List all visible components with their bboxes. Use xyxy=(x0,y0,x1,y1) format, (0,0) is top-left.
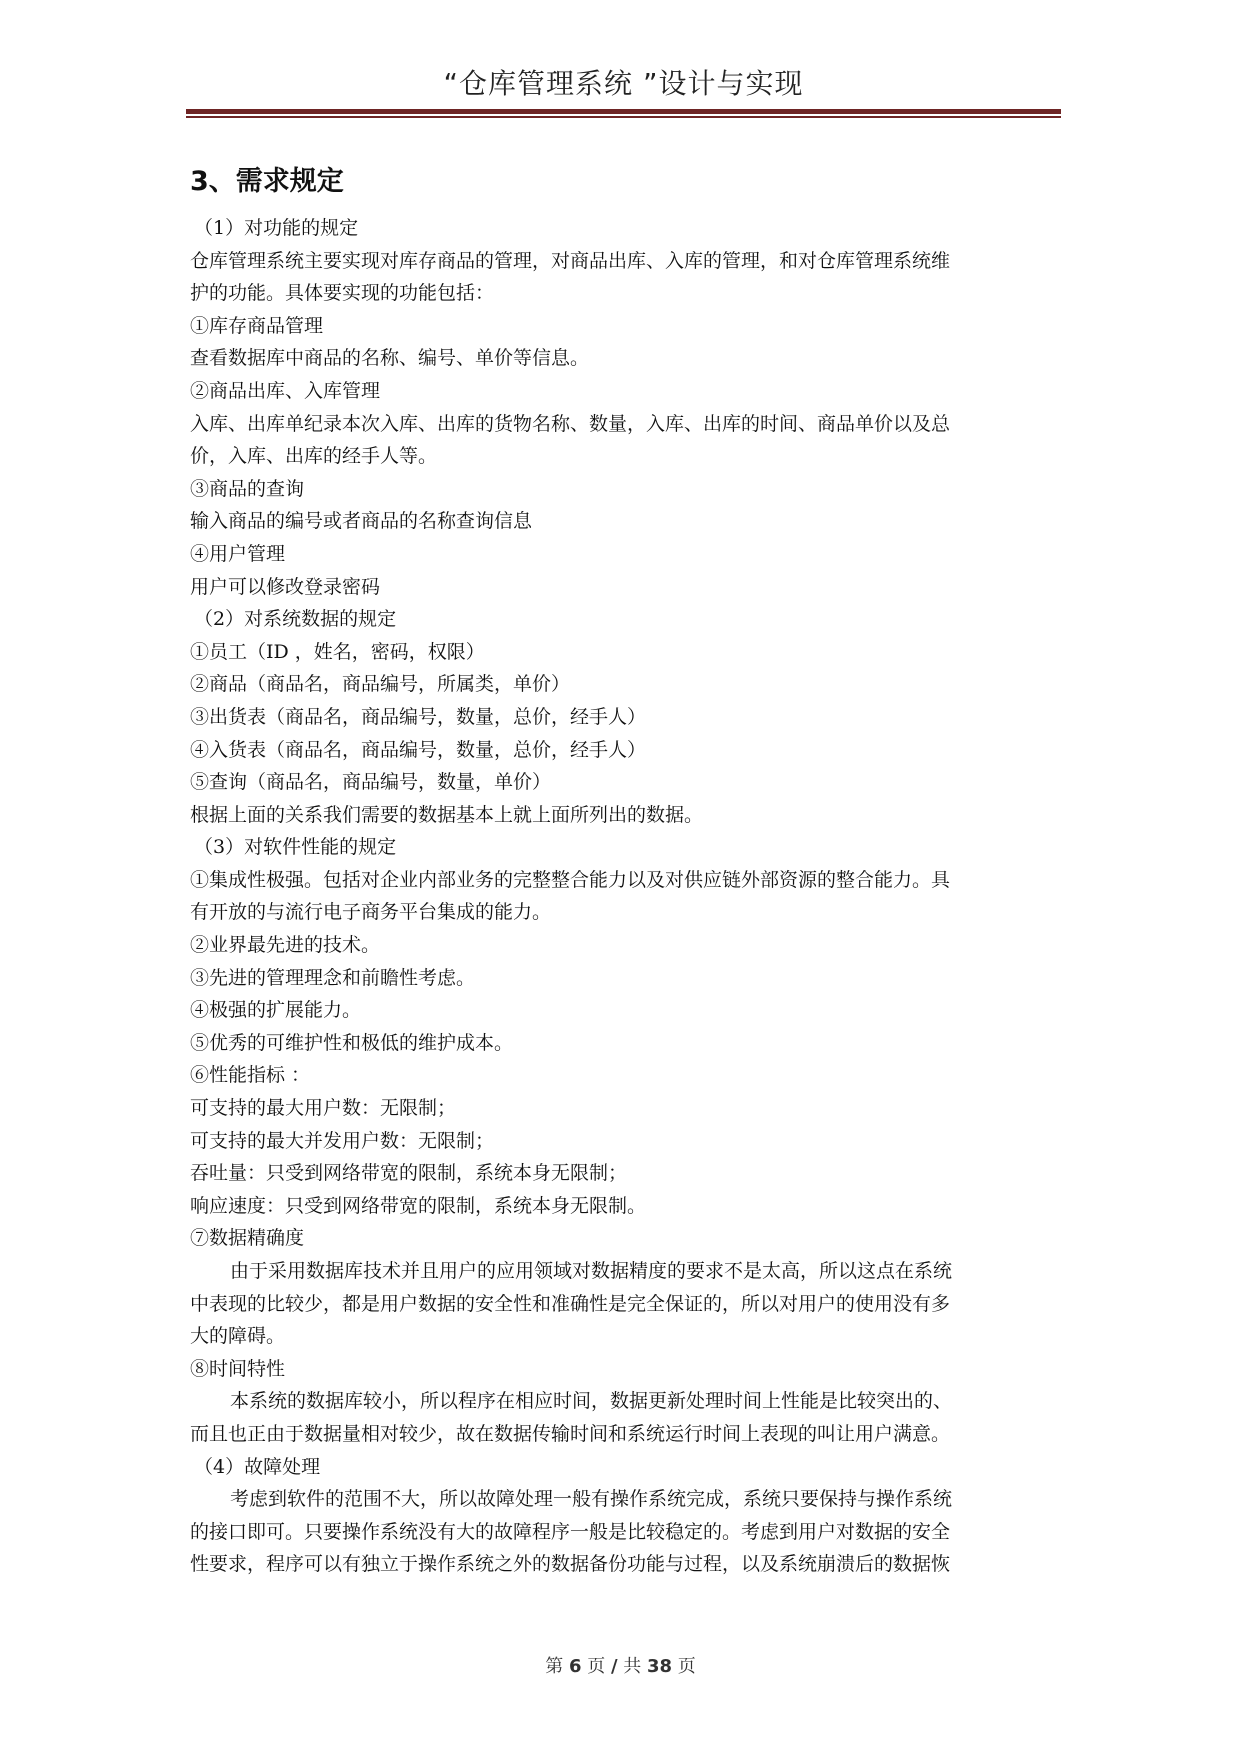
text-line: 用户可以修改登录密码 xyxy=(190,575,381,598)
footer-separator: / xyxy=(610,1656,618,1677)
header-divider-thin xyxy=(186,116,1061,118)
footer-current-page: 6 xyxy=(568,1656,582,1677)
section-heading: 3、需求规定 xyxy=(190,166,344,197)
text-line: ④用户管理 xyxy=(190,542,286,565)
text-line: （2）对系统数据的规定 xyxy=(194,608,397,631)
text-line: ①集成性极强。包括对企业内部业务的完整整合能力以及对供应链外部资源的整合能力。具 xyxy=(190,868,951,891)
text-line: ③商品的查询 xyxy=(190,477,305,500)
text-line: ①库存商品管理 xyxy=(190,314,324,337)
text-line: 吞吐量：只受到网络带宽的限制，系统本身无限制； xyxy=(190,1162,628,1185)
text-line: ③先进的管理理念和前瞻性考虑。 xyxy=(190,966,476,989)
text-line: 考虑到软件的范围不大，所以故障处理一般有操作系统完成，系统只要保持与操作系统 xyxy=(230,1488,953,1511)
text-line: ②商品出库、入库管理 xyxy=(190,379,381,402)
text-line: 的接口即可。只要操作系统没有大的故障程序一般是比较稳定的。考虑到用户对数据的安全 xyxy=(190,1520,951,1543)
document-header-title: “仓库管理系统 ”设计与实现 xyxy=(443,67,804,100)
text-line: 有开放的与流行电子商务平台集成的能力。 xyxy=(190,901,552,924)
paragraph-lines xyxy=(190,212,1060,1581)
text-line: ⑧时间特性 xyxy=(190,1357,286,1380)
text-line: ⑤查询（商品名，商品编号，数量，单价） xyxy=(190,771,552,794)
footer-total-prefix: 共 xyxy=(623,1656,642,1677)
text-line: 可支持的最大并发用户数：无限制； xyxy=(190,1129,495,1152)
text-line: 响应速度：只受到网络带宽的限制，系统本身无限制。 xyxy=(190,1194,647,1217)
text-line: ②商品（商品名，商品编号，所属类，单价） xyxy=(190,673,571,696)
page-footer xyxy=(0,1654,1241,1680)
text-line: 根据上面的关系我们需要的数据基本上就上面所列出的数据。 xyxy=(190,803,704,826)
text-line: 可支持的最大用户数：无限制； xyxy=(190,1097,457,1120)
text-line: ⑤优秀的可维护性和极低的维护成本。 xyxy=(190,1031,514,1054)
header-divider-thick xyxy=(186,109,1061,114)
text-line: ④极强的扩展能力。 xyxy=(190,999,362,1022)
footer-prefix: 第 xyxy=(545,1656,564,1677)
footer-page-word: 页 xyxy=(587,1656,606,1677)
text-line: ②业界最先进的技术。 xyxy=(190,934,381,957)
text-line: 入库、出库单纪录本次入库、出库的货物名称、数量，入库、出库的时间、商品单价以及总 xyxy=(190,412,951,435)
text-line: （4）故障处理 xyxy=(194,1455,321,1478)
text-line: 本系统的数据库较小，所以程序在相应时间，数据更新处理时间上性能是比较突出的、 xyxy=(230,1390,953,1413)
text-line: 仓库管理系统主要实现对库存商品的管理，对商品出库、入库的管理，和对仓库管理系统维 xyxy=(190,249,951,272)
text-line: ③出货表（商品名，商品编号，数量，总价，经手人） xyxy=(190,705,647,728)
text-line: 性要求，程序可以有独立于操作系统之外的数据备份功能与过程，以及系统崩溃后的数据恢 xyxy=(190,1553,951,1576)
text-line: ①员工（ID ，姓名，密码，权限） xyxy=(190,640,485,663)
text-line: ⑥性能指标 ： xyxy=(190,1064,311,1087)
text-line: （1）对功能的规定 xyxy=(194,217,359,239)
text-line: ⑦数据精确度 xyxy=(190,1227,305,1250)
text-line: 价，入库、出库的经手人等。 xyxy=(190,445,438,468)
footer-total-suffix: 页 xyxy=(677,1656,696,1677)
text-line: 而且也正由于数据量相对较少，故在数据传输时间和系统运行时间上表现的叫让用户满意。 xyxy=(190,1422,951,1445)
footer-total-pages: 38 xyxy=(646,1656,673,1677)
text-line: 由于采用数据库技术并且用户的应用领域对数据精度的要求不是太高，所以这点在系统 xyxy=(230,1260,953,1282)
document-body xyxy=(190,160,1060,1581)
text-line: 大的障碍。 xyxy=(190,1325,286,1348)
text-line: 输入商品的编号或者商品的名称查询信息 xyxy=(190,510,533,533)
text-line: 中表现的比较少，都是用户数据的安全性和准确性是完全保证的，所以对用户的使用没有多 xyxy=(190,1292,951,1315)
text-line: （3）对软件性能的规定 xyxy=(194,836,397,859)
text-line: 查看数据库中商品的名称、编号、单价等信息。 xyxy=(190,347,590,370)
text-line: 护的功能。具体要实现的功能包括： xyxy=(190,282,495,305)
text-line: ④入货表（商品名，商品编号，数量，总价，经手人） xyxy=(190,738,647,761)
